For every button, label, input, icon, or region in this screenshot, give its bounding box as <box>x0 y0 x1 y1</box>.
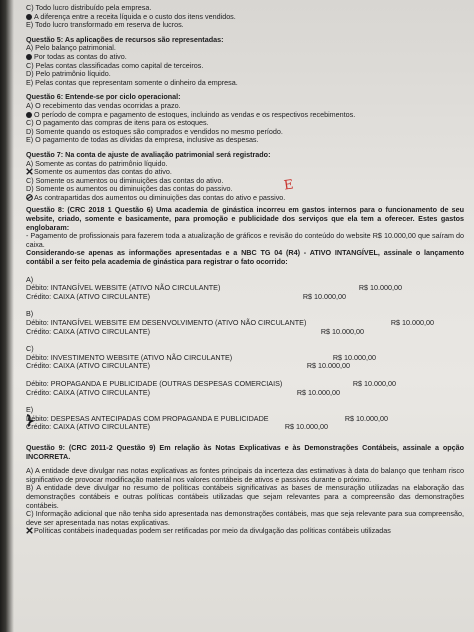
q6-option-b: O período de compra e pagamento de estoques, incluindo as vendas e os respectivos recebimentos. <box>26 111 464 120</box>
q8-option-d-debit: Débito: PROPAGANDA E PUBLICIDADE (OUTRAS DESPESAS COMERCIAIS) R$ 10.000,00 <box>26 378 396 388</box>
prev-option-d: A diferença entre a receita líquida e o custo dos itens vendidos. <box>26 13 464 22</box>
question-8-detail: - Pagamento de profissionais para fazerem toda a atualização de gráficos e revisão do conteúdo do website R$ 10.000,00 que saíram do caixa. <box>26 231 464 249</box>
q8-option-c-credit: Crédito: CAIXA (ATIVO CIRCULANTE) R$ 10.000,00 <box>26 361 350 371</box>
question-9-title: Questão 9: (CRC 2011-2 Questão 9) Em relação às Notas Explicativas e às Demonstrações Contábeis, assinale a opção INCORRETA. <box>26 442 464 461</box>
circled-mark-icon <box>26 194 33 201</box>
q8-option-a-label: A) <box>26 274 34 284</box>
question-8-title: Questão 8: (CRC 2018 1 Questão 6) Uma academia de ginástica incorreu em gastos internos para o funcionamento de seu website, criado, somente e basicamente, para promoção e publicidade dos serviços que ela tem a oferecer. Estes gastos englobaram: <box>26 205 464 232</box>
q5-option-c: C) Pelas contas classificadas como capital de terceiros. <box>26 60 204 70</box>
handwritten-answer-e: E <box>283 177 295 194</box>
handwritten-mark-icon <box>25 413 35 427</box>
document-content <box>26 4 464 536</box>
q8-option-a-debit: Débito: INTANGÍVEL WEBSITE (ATIVO NÃO CIRCULANTE) R$ 10.000,00 <box>26 283 402 293</box>
q9-option-a: A) A entidade deve divulgar nas notas explicativas as fontes principais da incerteza das estimativas à data do balanço que tenham risco significativo de provocar modificação material nos valores contábeis de ativos e passivos durante o próximo. <box>26 466 464 484</box>
question-7-title: Questão 7: Na conta de ajuste de avaliação patrimonial será registrado: <box>26 149 271 159</box>
q5-option-e: E) Pelas contas que representam somente o dinheiro da empresa. <box>26 77 238 87</box>
q9-option-b: B) A entidade deve divulgar no resumo de políticas contábeis significativas as bases de mensuração utilizadas na elaboração das demonstrações contábeis e outras políticas contábeis utilizadas que sejam relevantes para a compreensão das demonstrações contábeis. <box>26 483 464 510</box>
q9-option-c: C) Informação adicional que não tenha sido apresentada nas demonstrações contábeis, mas que seja relevante para sua compreensão, deve ser apresentada nas notas explicativas. <box>26 509 464 527</box>
q8-option-e-debit: Débito: DESPESAS ANTECIPADAS COM PROPAGANDA E PUBLICIDADE R$ 10.000,00 <box>26 413 388 423</box>
q7-option-a: A) Somente as contas do patrimônio líquido. <box>26 158 168 168</box>
q8-option-b-label: B) <box>26 309 34 319</box>
question-5-title: Questão 5: As aplicações de recursos são representadas: <box>26 34 224 44</box>
q5-option-a: A) Pelo balanço patrimonial. <box>26 43 116 53</box>
q8-option-b-credit: Crédito: CAIXA (ATIVO CIRCULANTE) R$ 10.000,00 <box>26 326 364 336</box>
q5-option-d: D) Pelo patrimônio líquido. <box>26 69 111 79</box>
q6-option-e: E) O pagamento de todas as dívidas da empresa, inclusive as despesas. <box>26 135 259 145</box>
answer-mark-icon <box>26 112 32 118</box>
q6-option-c: C) O pagamento das compras de itens para os estoques. <box>26 118 209 128</box>
answer-mark-icon <box>26 54 32 60</box>
q7-option-d: D) Somente os aumentos ou diminuições das contas do passivo. <box>26 184 233 194</box>
q8-option-e-credit: Crédito: CAIXA (ATIVO CIRCULANTE) R$ 10.000,00 <box>26 422 328 432</box>
q8-option-e-label: E) <box>26 405 34 415</box>
q6-option-d: D) Somente quando os estoques são comprados e vendidos no mesmo período. <box>26 126 283 136</box>
q8-option-b-debit: Débito: INTANGÍVEL WEBSITE EM DESENVOLVIMENTO (ATIVO NÃO CIRCULANTE) R$ 10.000,00 <box>26 318 434 327</box>
answer-mark-icon <box>26 14 32 20</box>
q8-option-c-label: C) <box>26 344 34 354</box>
q7-option-b: Somente os aumentos das contas do ativo. <box>26 168 464 177</box>
cross-mark-icon <box>26 527 33 534</box>
q5-option-b: Por todas as contas do ativo. <box>26 53 464 62</box>
q9-option-d: Políticas contábeis inadequadas podem ser retificadas por meio da divulgação das políticas contábeis utilizadas <box>26 527 464 536</box>
page-edge-shadow <box>0 0 14 632</box>
prev-option-e: E) Todo lucro transformado em reserva de lucros. <box>26 20 184 30</box>
q7-option-e: As contrapartidas dos aumentos ou diminuições das contas do ativo e passivo. <box>26 194 464 203</box>
question-6-title: Questão 6: Entende-se por ciclo operacional: <box>26 92 181 102</box>
q7-option-c: C) Somente os aumentos ou diminuições das contas do ativo. <box>26 175 224 185</box>
q8-option-a-credit: Crédito: CAIXA (ATIVO CIRCULANTE) R$ 10.000,00 <box>26 291 346 301</box>
q6-option-a: A) O recebimento das vendas ocorridas a prazo. <box>26 100 181 110</box>
q8-option-c-debit: Débito: INVESTIMENTO WEBSITE (ATIVO NÃO CIRCULANTE) R$ 10.000,00 <box>26 352 376 362</box>
question-8-prompt: Considerando-se apenas as informações apresentadas e a NBC TG 04 (R4) - ATIVO INTANGÍVEL, assinale o lançamento contábil a ser feito pela academia de ginástica para registrar o fato ocorrido: <box>26 248 464 267</box>
prev-option-c: C) Todo lucro distribuído pela empresa. <box>26 3 152 12</box>
cross-mark-icon <box>26 168 33 175</box>
q8-option-d-credit: Crédito: CAIXA (ATIVO CIRCULANTE) R$ 10.000,00 <box>26 387 340 397</box>
